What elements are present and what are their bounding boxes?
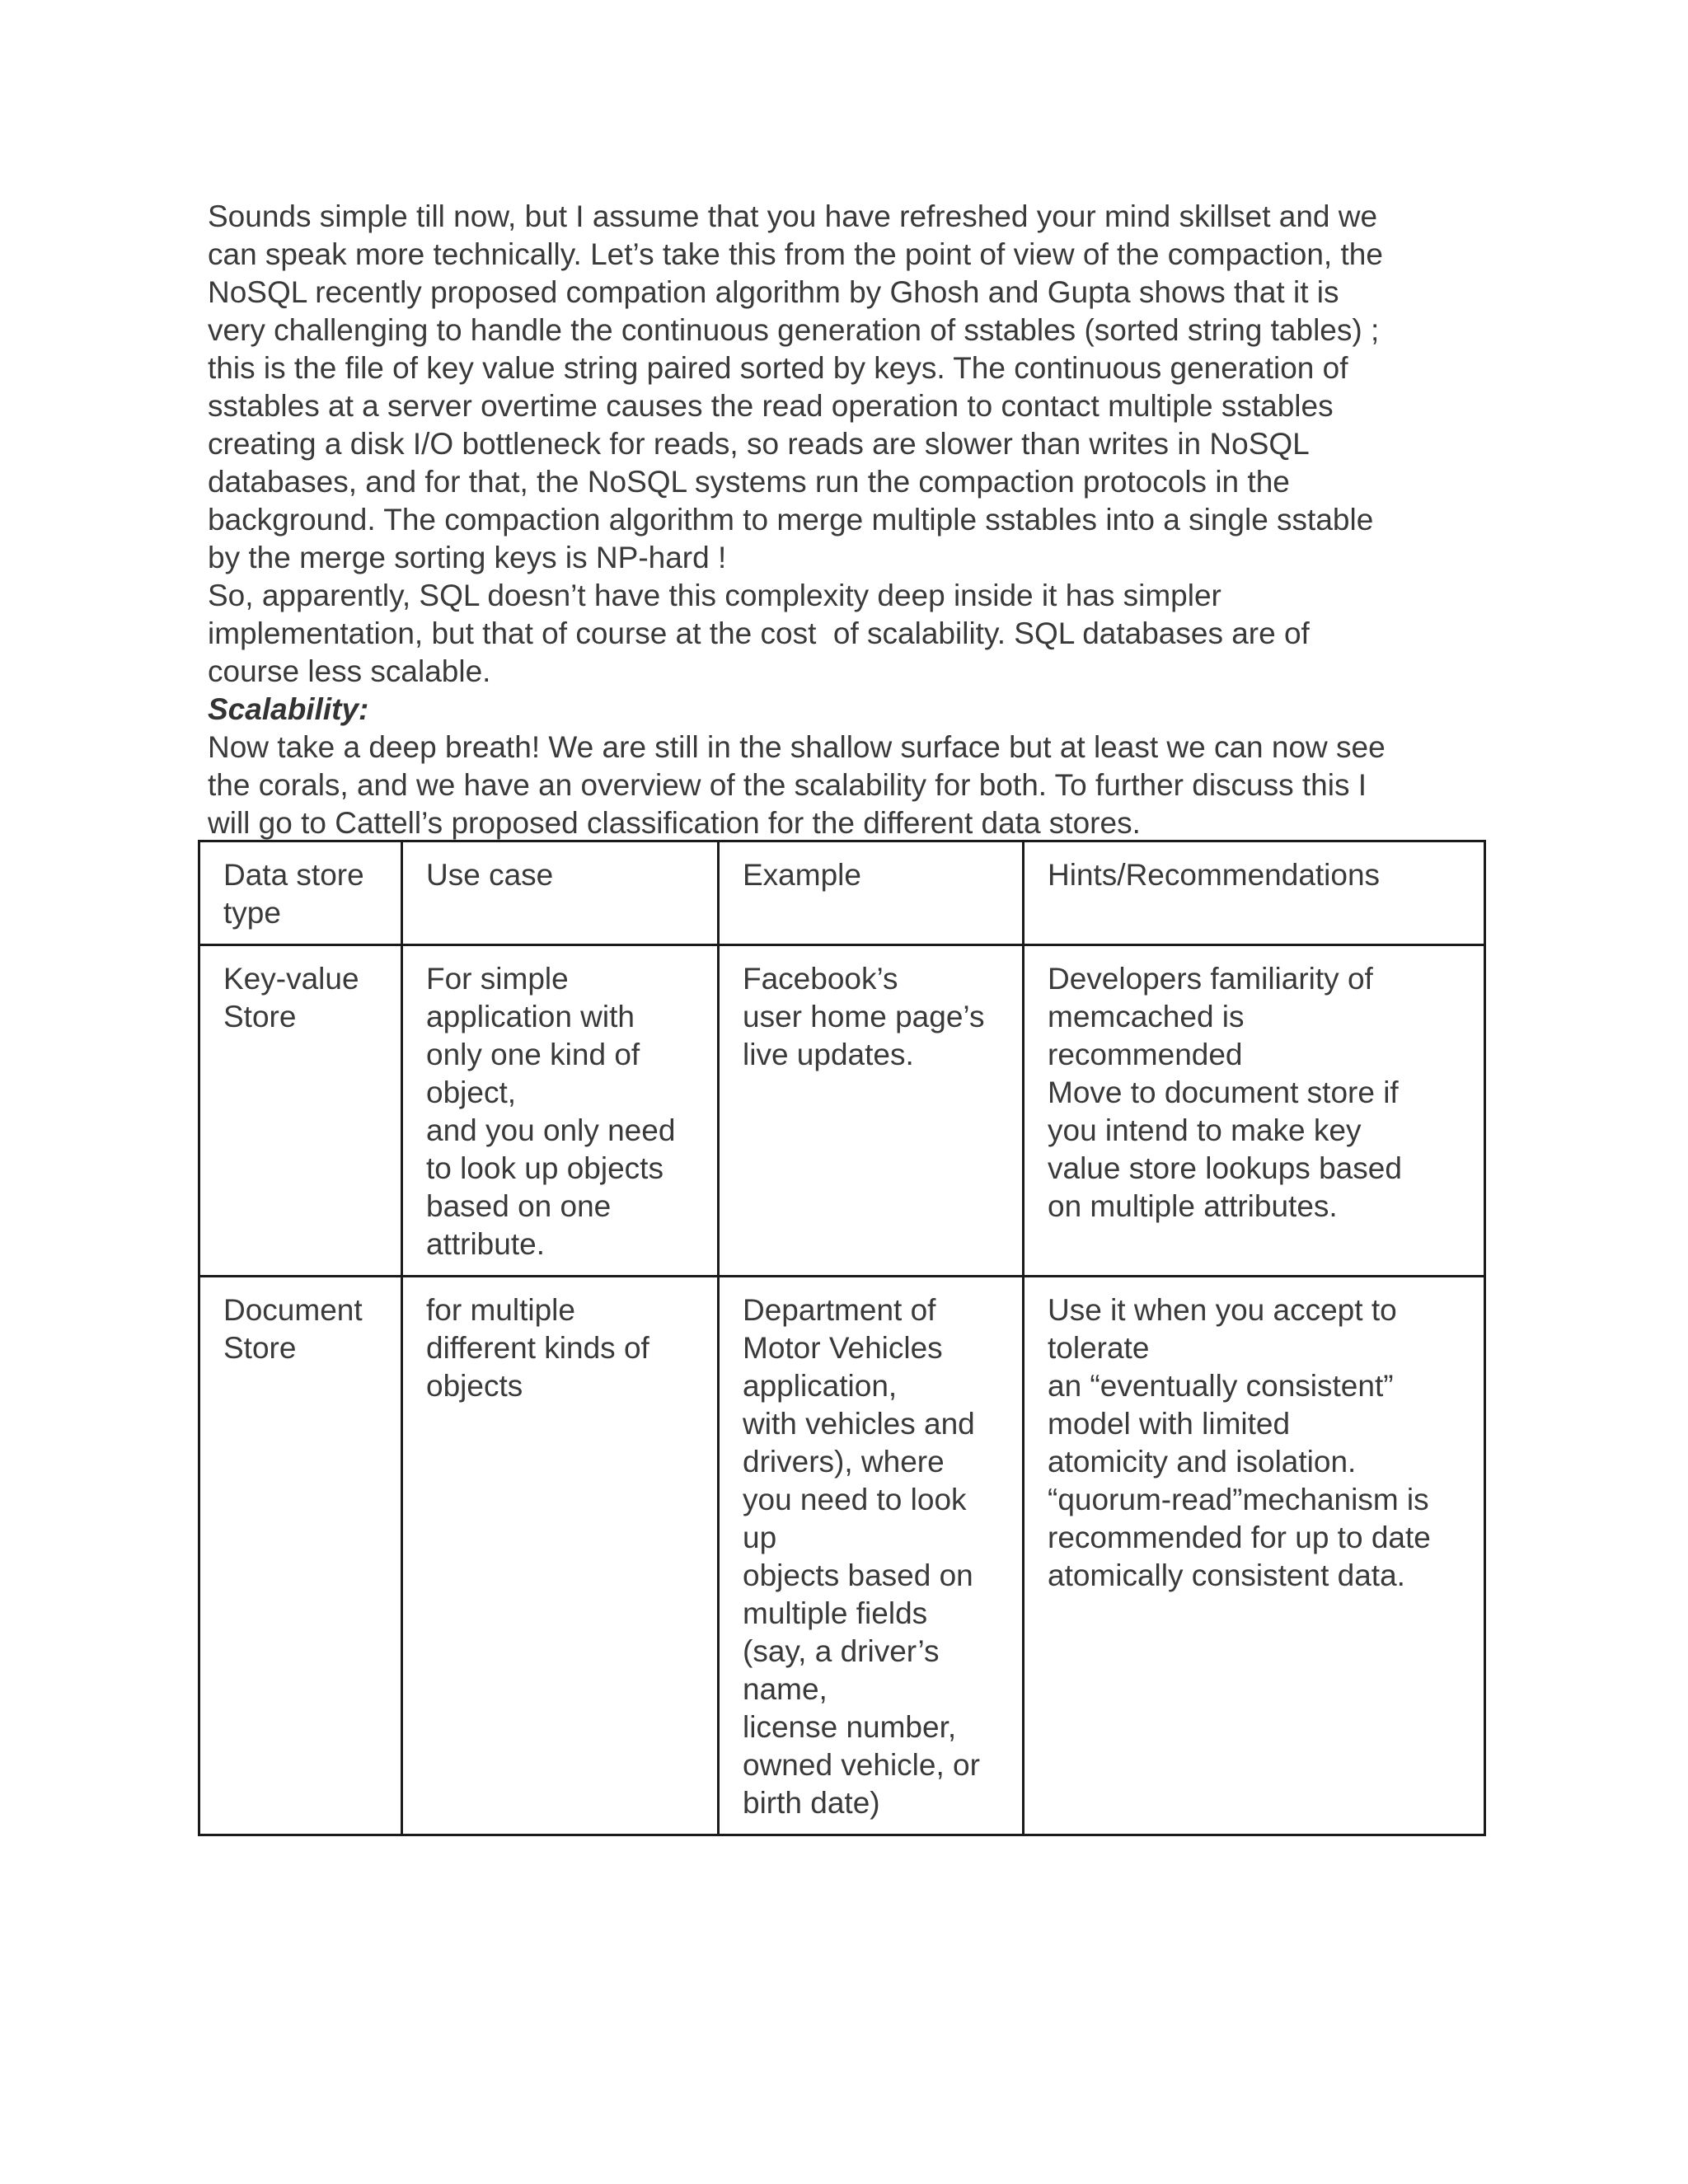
cell-hints — [1024, 1277, 1485, 1835]
cell-line: atomicity and isolation. — [1048, 1445, 1357, 1479]
text-line: this is the file of key value string paired sorted by keys. The continuous generation of — [208, 351, 1348, 385]
header-hints-recommendations — [1024, 841, 1485, 945]
cell-line: memcached is — [1048, 1000, 1245, 1033]
cell-line: recommended — [1048, 1038, 1243, 1071]
header-use-case — [402, 841, 719, 945]
cell-line: “quorum-read”mechanism is — [1048, 1483, 1429, 1516]
cell-line: you intend to make key — [1048, 1113, 1362, 1147]
cell-use-case — [402, 945, 719, 1277]
cell-line: atomically consistent data. — [1048, 1558, 1405, 1592]
cell-line: owned vehicle, or — [743, 1748, 980, 1782]
text-line: Now take a deep breath! We are still in the shallow surface but at least we can now see — [208, 730, 1386, 764]
cell-line: (say, a driver’s — [743, 1634, 940, 1668]
cell-hints — [1024, 945, 1485, 1277]
cell-line: Key-value — [223, 962, 359, 996]
scalability-heading: Scalability: — [208, 692, 369, 726]
cell-line: tolerate — [1048, 1331, 1150, 1365]
cell-line: name, — [743, 1672, 828, 1706]
cell-line: Example — [743, 858, 861, 892]
cell-line: you need to look — [743, 1483, 967, 1516]
cell-line: Data store — [223, 858, 364, 892]
cell-line: attribute. — [426, 1227, 545, 1261]
cell-line: birth date) — [743, 1786, 880, 1820]
cell-use-case — [402, 1277, 719, 1835]
cell-line: drivers), where — [743, 1445, 945, 1479]
text-line: course less scalable. — [208, 654, 491, 688]
text-line: very challenging to handle the continuous generation of sstables (sorted string tables) ; — [208, 313, 1380, 347]
sql-note-paragraph — [208, 577, 1493, 691]
cell-line: Use it when you accept to — [1048, 1293, 1397, 1327]
text-line: the corals, and we have an overview of the scalability for both. To further discuss this I — [208, 768, 1367, 802]
cell-line: objects — [426, 1369, 523, 1403]
cell-line: only one kind of — [426, 1038, 640, 1071]
cell-line: on multiple attributes. — [1048, 1189, 1338, 1223]
text-line: by the merge sorting keys is NP-hard ! — [208, 541, 727, 574]
document-body — [208, 198, 1493, 842]
cell-line: Store — [223, 1000, 297, 1033]
cell-data-store-type — [199, 1277, 402, 1835]
text-line: background. The compaction algorithm to merge multiple sstables into a single sstable — [208, 503, 1374, 537]
cell-line: model with limited — [1048, 1407, 1291, 1441]
cell-example — [719, 945, 1024, 1277]
cell-line: application, — [743, 1369, 898, 1403]
table-header-row — [199, 841, 1485, 945]
cell-line: recommended for up to date — [1048, 1521, 1431, 1554]
text-line: databases, and for that, the NoSQL systems run the compaction protocols in the — [208, 465, 1290, 499]
cell-line: Hints/Recommendations — [1048, 858, 1381, 892]
text-line: Sounds simple till now, but I assume that you have refreshed your mind skillset and we — [208, 199, 1378, 233]
scalability-paragraph — [208, 729, 1493, 842]
cell-example — [719, 1277, 1024, 1835]
cell-line: Facebook’s — [743, 962, 898, 996]
header-data-store-type — [199, 841, 402, 945]
cell-line: and you only need — [426, 1113, 676, 1147]
cell-line: Store — [223, 1331, 297, 1365]
cell-line: multiple fields — [743, 1596, 928, 1630]
cell-line: with vehicles and — [743, 1407, 975, 1441]
text-line: NoSQL recently proposed compation algorithm by Ghosh and Gupta shows that it is — [208, 275, 1339, 309]
cell-line: Developers familiarity of — [1048, 962, 1373, 996]
cell-line: for multiple — [426, 1293, 575, 1327]
table-row — [199, 945, 1485, 1277]
cell-line: an “eventually consistent” — [1048, 1369, 1394, 1403]
text-line: So, apparently, SQL doesn’t have this complexity deep inside it has simpler — [208, 579, 1221, 612]
cell-line: user home page’s — [743, 1000, 985, 1033]
text-line: implementation, but that of course at the cost of scalability. SQL databases are of — [208, 616, 1310, 650]
text-line: can speak more technically. Let’s take this from the point of view of the compaction, the — [208, 237, 1383, 271]
cell-line: live updates. — [743, 1038, 914, 1071]
intro-paragraph — [208, 198, 1493, 577]
cell-line: to look up objects — [426, 1151, 663, 1185]
data-store-classification-table — [198, 840, 1486, 1836]
cell-line: based on one — [426, 1189, 612, 1223]
text-line: sstables at a server overtime causes the read operation to contact multiple sstables — [208, 389, 1334, 423]
cell-line: application with — [426, 1000, 635, 1033]
cell-line: Document — [223, 1293, 363, 1327]
cell-line: Motor Vehicles — [743, 1331, 943, 1365]
cell-data-store-type — [199, 945, 402, 1277]
cell-line: object, — [426, 1076, 517, 1109]
cell-line: For simple — [426, 962, 569, 996]
table-row — [199, 1277, 1485, 1835]
text-line: will go to Cattell’s proposed classification for the different data stores. — [208, 806, 1141, 840]
header-example — [719, 841, 1024, 945]
cell-line: type — [223, 896, 281, 930]
cell-line: up — [743, 1521, 777, 1554]
cell-line: Department of — [743, 1293, 936, 1327]
cell-line: different kinds of — [426, 1331, 649, 1365]
cell-line: value store lookups based — [1048, 1151, 1402, 1185]
cell-line: Use case — [426, 858, 554, 892]
cell-line: license number, — [743, 1710, 957, 1744]
cell-line: Move to document store if — [1048, 1076, 1399, 1109]
text-line: creating a disk I/O bottleneck for reads, so reads are slower than writes in NoSQL — [208, 427, 1310, 461]
cell-line: objects based on — [743, 1558, 973, 1592]
